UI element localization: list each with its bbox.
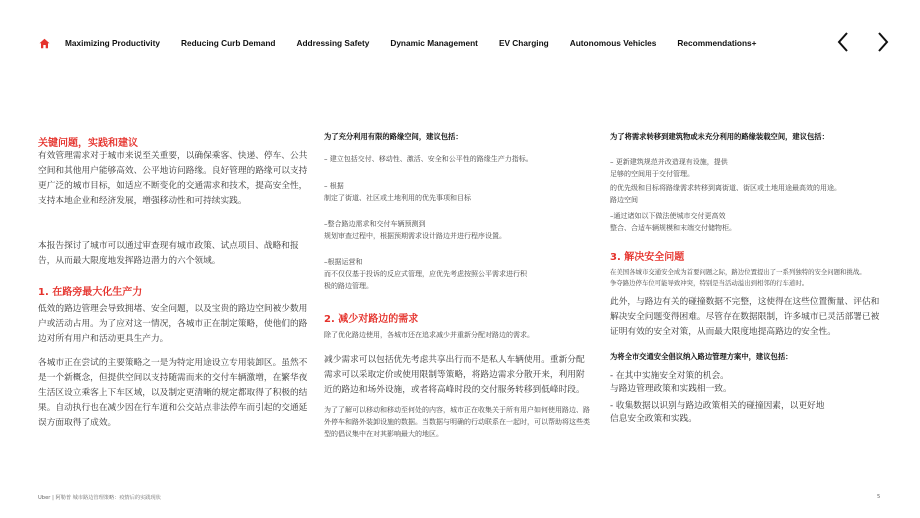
recommendation-item: - 收集数据以识别与路边政策相关的碰撞因素，以更好地 信息安全政策和实践。 [610, 401, 825, 424]
column-intro [38, 134, 308, 431]
summary-paragraph: 本报告探讨了城市可以通过审查现有城市政策、试点项目、战略和报告，从而最大限度地发挥路边潜力的六个领域。 [38, 241, 299, 266]
chevron-right-icon[interactable] [872, 30, 894, 54]
section-1-heading: 1. 在路旁最大化生产力 [38, 287, 143, 298]
section-3-heading: 3. 解决安全问题 [610, 252, 685, 263]
nav-item-dynamic-management[interactable]: Dynamic Management [390, 38, 478, 48]
nav-item-recommendations[interactable]: Recommendations+ [677, 38, 757, 48]
section-1-paragraph-2: 各城市正在尝试的主要策略之一是为特定用途设立专用装卸区。虽然不是一个新概念，但提供空间以支持随需而来的交付车辆激增，在繁华夜生活区设立乘客上下车区域，以及制定更清晰的规定都取得了积极的结果。自动执行也在减少因在行车道和公交站点非法停车而引起的交通延误方面取得了成效。 [38, 358, 308, 428]
key-issues-heading: 关键问题，实践和建议 [38, 138, 138, 149]
nav-item-maximizing-productivity[interactable]: Maximizing Productivity [65, 38, 160, 48]
intro-paragraph: 有效管理需求对于城市来说至关重要，以确保乘客、快递、停车、公共空间和其他用户能够高效、公平地访问路缘。良好管理的路缘可以支持更广泛的城市目标，如适应不断变化的交通需求和技术，提高安全性，支持本地企业和经济发展，增强移动性和可持续实践。 [38, 151, 308, 206]
home-icon[interactable] [38, 37, 50, 49]
recommendation-item: – 根据 制定了街道、社区或土地利用的优先事项和目标 [324, 182, 471, 202]
safety-recommendations-heading: 为将全市交通安全倡议纳入路边管理方案中，建议包括： [610, 352, 793, 361]
footer-source: Uber | 阿勒普 城市路边管理策略：疫情后的实践现状 [38, 495, 161, 501]
recommendation-item: –根据运营和 而不仅仅基于投诉的反应式管理，应优先考虑按照公平需求进行积 极的路边管理。 [324, 258, 527, 290]
section-2-paragraph-3: 为了了解可以移动和移动至何处的内容，城市正在收集关于所有用户如何使用路边、路外停车和路外装卸设施的数据。当数据与明确的行动联系在一起时，可以帮助将这些类型的倡议集中在对其影响最大的地区。 [324, 406, 590, 438]
page-navigation [832, 30, 894, 54]
nav-item-ev-charging[interactable]: EV Charging [498, 38, 549, 48]
column-curb-space [324, 132, 592, 440]
section-2-paragraph-1: 除了优化路边使用，各城市还在追求减少并重新分配对路边的需求。 [324, 331, 534, 339]
column-safety [610, 132, 882, 426]
nav-item-reducing-curb-demand[interactable]: Reducing Curb Demand [180, 38, 276, 48]
recommendation-item: – 建立包括交付、移动性、激活、安全和公平性的路缘生产力指标。 [324, 155, 533, 163]
recommendation-item: 的优先级和目标将路缘需求转移到离街道、街区或土地用途最高效的用途。 路边空间 [610, 184, 841, 204]
recommendation-item: –通过诸如以下做法使城市交付更高效 整合、合适车辆规模和末端交付储物柜。 [610, 212, 736, 232]
curb-space-recommendations-heading: 为了充分利用有限的路缘空间，建议包括： [324, 132, 463, 141]
recommendation-item: – 更新建筑规范并改造现有设施，提供 足够的空间用于交付管理。 [610, 158, 728, 178]
chevron-left-icon[interactable] [832, 30, 854, 54]
nav-item-addressing-safety[interactable]: Addressing Safety [296, 38, 370, 48]
section-3-paragraph-2: 此外，与路边有关的碰撞数据不完整，这使得在这些位置衡量、评估和解决安全问题变得困难。尽管存在数据限制，许多城市已灵活部署已被证明有效的安全对策，从而最大限度地提高路边的安全性。 [610, 297, 880, 337]
section-2-heading: 2. 减少对路边的需求 [324, 314, 419, 325]
section-1-paragraph-1: 低效的路边管理会导致拥堵、安全问题，以及宝贵的路边空间被少数用户或活动占用。为了应对这一情况，各城市正在制定策略，使他们的路边对所有用户和活动更具生产力。 [38, 304, 308, 344]
recommendation-item: - 在其中实施安全对策的机会。 与路边管理政策和实践相一致。 [610, 371, 732, 394]
page-number: 5 [877, 494, 881, 500]
recommendation-item: –整合路边需求和交付车辆预测到 规划审查过程中，根据预期需求设计路边并进行程序设置。 [324, 220, 506, 240]
demand-shift-recommendations-heading: 为了将需求转移到建筑物或未充分利用的路缘装载空间，建议包括： [610, 132, 829, 141]
section-3-paragraph-1: 在美国各城市交通安全成为首要问题之际，路边位置提出了一系列独特的安全问题和挑战。 争夺路边停车位可能导致冲突，特别是当活动溢出到相邻的行车道时。 [610, 268, 866, 287]
section-2-paragraph-2: 减少需求可以包括优先考虑共享出行而不是私人车辆使用。重新分配需求可以采取定价或使用限制等策略，将路边需求分散开来，利用附近的路边和场外设施，或者将高峰时段的交付服务转移到低峰时段。 [324, 355, 585, 395]
top-nav [38, 34, 777, 52]
nav-item-autonomous-vehicles[interactable]: Autonomous Vehicles [569, 38, 657, 48]
